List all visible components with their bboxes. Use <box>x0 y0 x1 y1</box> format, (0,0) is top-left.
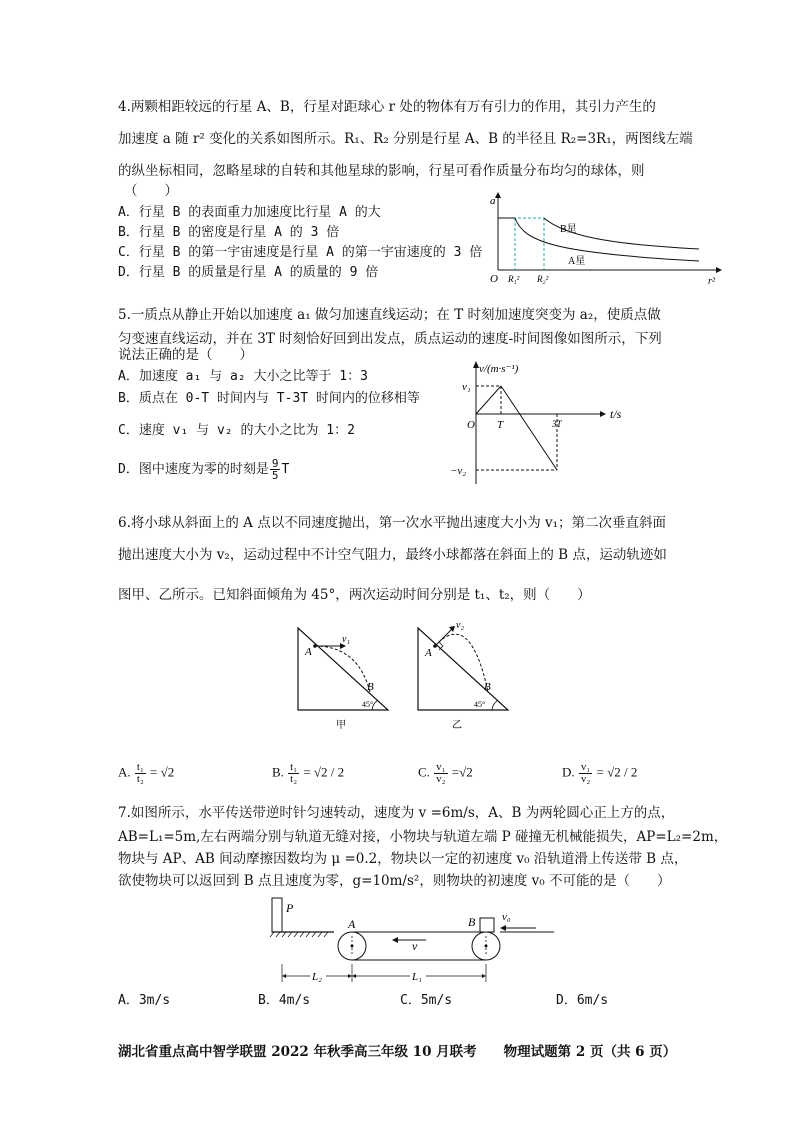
q7-option-c: C．5m/s <box>400 993 453 1008</box>
q4-figure <box>484 190 724 290</box>
q6-line-1: 6.将小球从斜面上的 A 点以不同速度抛出，第一次水平抛出速度大小为 v₁；第二次垂直斜面 <box>118 515 667 531</box>
q6-left-v1: v₁ <box>342 634 350 645</box>
q6-line-3: 图甲、乙所示。已知斜面倾角为 45°，两次运动时间分别是 t₁、t₂，则（ ） <box>118 587 591 603</box>
q6-option-b <box>272 762 344 785</box>
q6-figure-left <box>292 622 396 732</box>
q6-option-b-frac <box>288 762 299 785</box>
q7-a-label: A <box>348 917 356 931</box>
q6-option-c-num: v₁ <box>436 761 446 773</box>
q6-option-a-frac <box>135 762 146 785</box>
q4-r2-label: R₂² <box>537 274 549 284</box>
q6-option-b-rhs: = √2 / 2 <box>303 764 345 780</box>
q6-option-c <box>418 762 473 785</box>
q6-option-b-num: t₁ <box>290 761 298 773</box>
q4-line-4: （ ） <box>124 183 178 199</box>
q7-line-4: 欲使物块可以返回到 B 点且速度为零，g=10m/s²，则物块的初速度 v₀ 不可能的是（ ） <box>118 873 671 889</box>
q5-option-c: C．速度 v₁ 与 v₂ 的大小之比为 1：2 <box>118 423 355 438</box>
q4-r1-label: R₁² <box>508 274 520 284</box>
q5-option-b: B．质点在 0-T 时间内与 T-3T 时间内的位移相等 <box>118 391 420 406</box>
q4-curve-b-label: B星 <box>560 224 577 235</box>
q4-y-axis-label: a <box>490 195 496 207</box>
q6-left-b: B <box>367 681 374 693</box>
q6-option-d-den: v₂ <box>580 773 591 785</box>
q4-line-1: 4.两颗相距较远的行星 A、B，行星对距球心 r 处的物体有万有引力的作用，其引力产生的 <box>118 99 656 115</box>
q6-option-a-num: t₁ <box>136 761 144 773</box>
q7-option-b: B．4m/s <box>258 993 311 1008</box>
q5-v1-label: v₁ <box>462 381 471 393</box>
q5-line-3: 说法正确的是（ ） <box>118 347 253 363</box>
q4-option-b: B．行星 B 的密度是行星 A 的 3 倍 <box>118 225 340 240</box>
q6-left-a: A <box>305 646 312 658</box>
q7-l1-label: L₁ <box>412 971 422 983</box>
q5-line-1: 5.一质点从静止开始以加速度 a₁ 做匀加速直线运动；在 T 时刻加速度突变为 a₂，使质点做 <box>118 307 661 323</box>
q7-v0-label: v₀ <box>502 911 511 923</box>
q5-option-d-suffix: T <box>281 462 290 477</box>
q5-option-d-prefix: D．图中速度为零的时刻是 <box>118 462 269 477</box>
q7-l2-label: L₂ <box>312 971 322 983</box>
q4-option-c: C．行星 B 的第一宇宙速度是行星 A 的第一宇宙速度的 3 倍 <box>118 245 483 260</box>
q6-right-caption: 乙 <box>452 720 462 731</box>
q5-figure <box>450 358 640 488</box>
q7-line-3: 物块与 AP、AB 间动摩擦因数均为 μ =0.2，物块以一定的初速度 v₀ 沿轨道滑上传送带 B 点， <box>118 851 688 867</box>
q6-option-a <box>118 762 174 785</box>
q6-option-c-den: v₂ <box>436 773 446 785</box>
q6-option-c-frac <box>434 762 447 785</box>
q6-option-b-label: B. <box>272 764 284 780</box>
q6-line-2: 抛出速度大小为 v₂，运动过程中不计空气阻力，最终小球都落在斜面上的 B 点，运动轨迹如 <box>118 547 667 563</box>
q4-option-d: D．行星 B 的质量是行星 A 的质量的 9 倍 <box>118 265 379 280</box>
q5-x-axis-label: t/s <box>610 407 622 421</box>
q5-origin: O <box>467 419 475 431</box>
q7-v-label: v <box>412 939 418 953</box>
q5-option-a: A．加速度 a₁ 与 a₂ 大小之比等于 1：3 <box>118 369 368 384</box>
q7-option-d: D．6m/s <box>556 993 609 1008</box>
q4-line-2: 加速度 a 随 r² 变化的关系如图所示。R₁、R₂ 分别是行星 A、B 的半径且 R₂=3R₁，两图线左端 <box>118 131 693 147</box>
q4-origin: O <box>490 273 498 285</box>
q6-left-angle: 45° <box>362 700 374 709</box>
q6-option-d-rhs: = √2 / 2 <box>596 764 638 780</box>
q5-option-d-fraction <box>270 458 281 481</box>
q5-line-2: 匀变速直线运动，并在 3T 时刻恰好回到出发点，质点运动的速度-时间图像如图所示，下列 <box>118 331 662 347</box>
q7-option-a: A．3m/s <box>118 993 171 1008</box>
q4-line-3: 的纵坐标相同，忽略星球的自转和其他星球的影响，行星可看作质量分布均匀的球体，则 <box>118 163 645 179</box>
q5-v2-label: −v₂ <box>450 465 467 477</box>
q6-option-a-label: A. <box>118 764 131 780</box>
q7-line-2: AB=L₁=5m,左右两端分别与轨道无缝对接，小物块与轨道左端 P 碰撞无机械能损失，AP=L₂=2m， <box>118 829 728 845</box>
q5-option-d-den: 5 <box>271 469 279 482</box>
q6-option-a-den: t₂ <box>136 773 144 785</box>
q4-x-axis-label: r² <box>708 276 715 287</box>
q6-option-d-frac <box>579 762 592 785</box>
q6-option-a-rhs: = √2 <box>150 764 175 780</box>
q6-left-caption: 甲 <box>336 720 346 731</box>
q6-option-c-label: C. <box>418 764 430 780</box>
q5-option-d <box>118 458 289 481</box>
q6-right-a: A <box>425 647 432 659</box>
q5-t-label: T <box>497 419 504 431</box>
q6-right-b: B <box>484 681 491 693</box>
q4-option-a: A．行星 B 的表面重力加速度比行星 A 的大 <box>118 205 381 220</box>
q6-right-angle: 45° <box>474 700 486 709</box>
q7-b-label: B <box>468 915 476 929</box>
q7-p-label: P <box>286 901 294 915</box>
q6-option-d-label: D. <box>562 764 575 780</box>
q5-y-axis-label: v/(m·s⁻¹) <box>479 363 519 375</box>
q7-figure <box>264 896 554 988</box>
q6-option-c-rhs: =√2 <box>451 764 473 780</box>
q5-option-d-num: 9 <box>271 457 279 470</box>
page-footer: 湖北省重点高中智学联盟 2022 年秋季高三年级 10 月联考 物理试题第 2 页（共 6 页） <box>118 1044 677 1060</box>
q4-curve-a-label: A星 <box>568 256 586 267</box>
q6-option-b-den: t₂ <box>290 773 298 785</box>
q6-option-d-num: v₁ <box>580 761 591 773</box>
q5-3t-label: 3T <box>552 419 562 429</box>
q7-line-1: 7.如图所示，水平传送带逆时针匀速转动，速度为 v =6m/s，A、B 为两轮圆心正上方的点， <box>118 805 675 821</box>
q6-right-v2: v₂ <box>456 620 464 631</box>
q6-figure-right <box>412 614 516 732</box>
q4-curve-a <box>515 218 699 261</box>
q6-option-d <box>562 762 637 785</box>
